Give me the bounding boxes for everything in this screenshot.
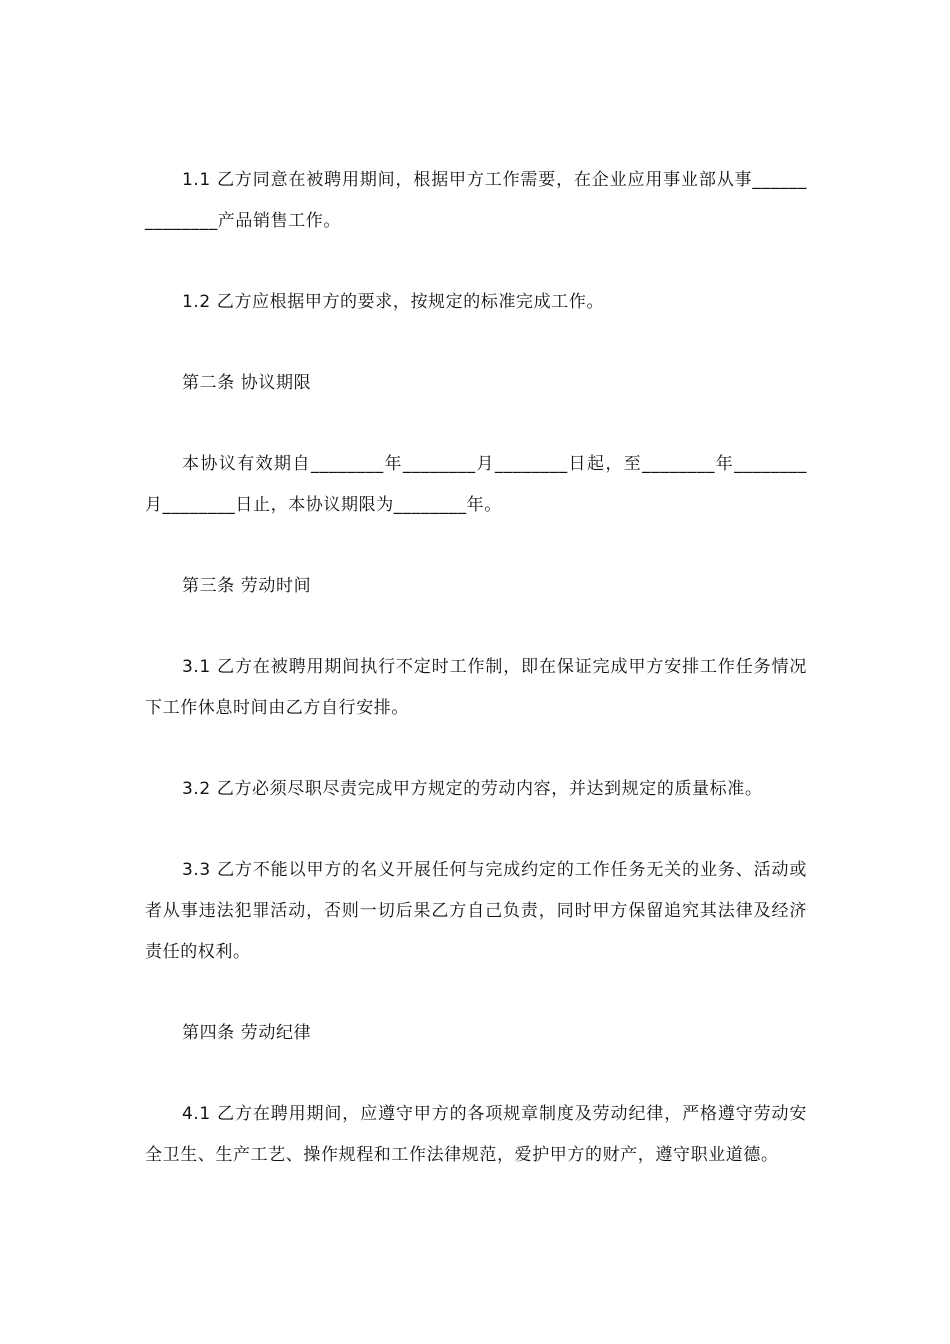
agreement-term: 本协议有效期自________年________月________日起，至________年________月________日止，本协议期限为________年。 (145, 454, 807, 515)
article-4-heading: 第四条 劳动纪律 (182, 1023, 312, 1043)
article-2-heading: 第二条 协议期限 (182, 373, 312, 393)
paragraph-spacer (145, 973, 807, 1013)
paragraph-spacer (145, 323, 807, 363)
article-3-heading: 第三条 劳动时间 (182, 576, 312, 596)
clause-3-1: 3.1 乙方在被聘用期间执行不定时工作制，即在保证完成甲方安排工作任务情况下工作休息时间由乙方自行安排。 (145, 657, 807, 718)
clause-1-2: 1.2 乙方应根据甲方的要求，按规定的标准完成工作。 (182, 292, 605, 312)
clause-1-1: 1.1 乙方同意在被聘用期间，根据甲方工作需要，在企业应用事业部从事______________产品销售工作。 (145, 170, 807, 231)
paragraph-spacer (145, 729, 807, 769)
paragraph-spacer (145, 607, 807, 647)
paragraph-spacer (145, 1054, 807, 1094)
clause-3-3: 3.3 乙方不能以甲方的名义开展任何与完成约定的工作任务无关的业务、活动或者从事违法犯罪活动，否则一切后果乙方自己负责，同时甲方保留追究其法律及经济责任的权利。 (145, 860, 807, 962)
clause-3-2: 3.2 乙方必须尽职尽责完成甲方规定的劳动内容，并达到规定的质量标准。 (182, 779, 763, 799)
paragraph-spacer (145, 526, 807, 566)
document-body (145, 160, 807, 1176)
paragraph-spacer (145, 404, 807, 444)
paragraph-spacer (145, 810, 807, 850)
clause-4-1: 4.1 乙方在聘用期间，应遵守甲方的各项规章制度及劳动纪律，严格遵守劳动安全卫生、生产工艺、操作规程和工作法律规范，爱护甲方的财产，遵守职业道德。 (145, 1104, 807, 1165)
paragraph-spacer (145, 242, 807, 282)
